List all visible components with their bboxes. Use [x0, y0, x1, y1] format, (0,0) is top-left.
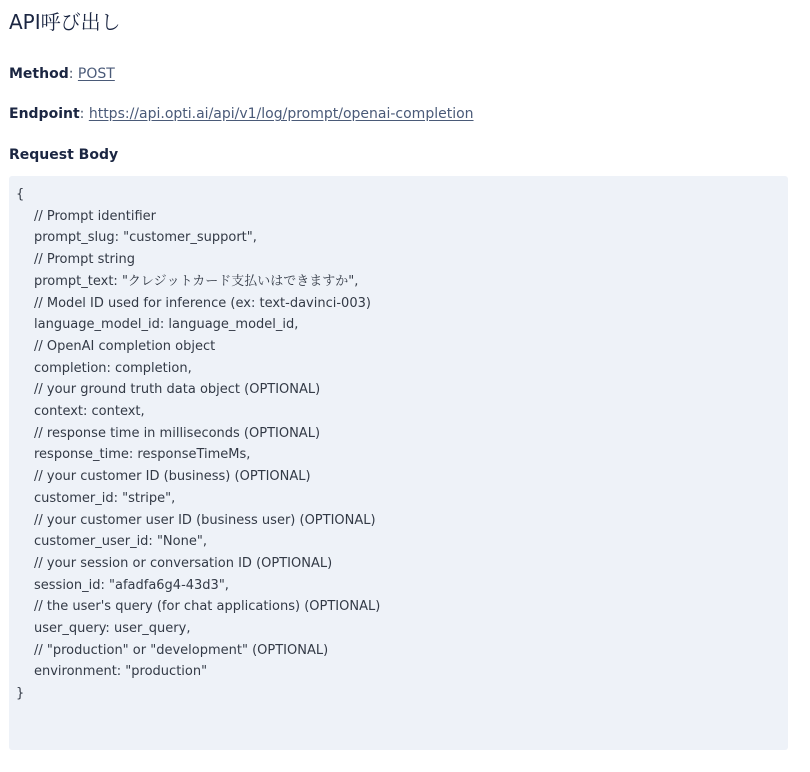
code-line: // "production" or "development" (OPTIONAL) [34, 642, 329, 658]
method-row [9, 66, 115, 82]
endpoint-separator: : [79, 106, 85, 122]
page-title: API呼び出し [9, 10, 121, 34]
code-line: // OpenAI completion object [34, 338, 216, 354]
request-body-code-block [9, 176, 788, 750]
code-line: // the user's query (for chat applications) (OPTIONAL) [34, 599, 381, 615]
endpoint-row [9, 106, 474, 122]
code-line: completion: completion, [34, 360, 192, 376]
code-line: // your customer ID (business) (OPTIONAL) [34, 469, 311, 485]
code-line: // Model ID used for inference (ex: text-davinci-003) [34, 295, 371, 311]
code-content [16, 184, 788, 705]
code-line: // your customer user ID (business user) (OPTIONAL) [34, 512, 376, 528]
code-line: context: context, [34, 404, 145, 420]
request-body-label: Request Body [9, 147, 119, 163]
code-line: // Prompt string [34, 252, 135, 268]
method-separator: : [68, 66, 74, 82]
code-line: // your session or conversation ID (OPTIONAL) [34, 555, 333, 571]
code-line: customer_user_id: "None", [34, 534, 207, 550]
code-line: prompt_text: "クレジットカード支払いはできますか", [34, 273, 359, 289]
endpoint-label: Endpoint [9, 106, 80, 122]
code-line: environment: "production" [34, 664, 208, 680]
code-line: customer_id: "stripe", [34, 490, 176, 506]
method-value-link[interactable]: POST [77, 66, 115, 82]
code-line: prompt_slug: "customer_support", [34, 230, 257, 246]
code-line: response_time: responseTimeMs, [34, 447, 251, 463]
method-label: Method [9, 66, 69, 82]
code-line: user_query: user_query, [34, 621, 191, 637]
code-open-brace: { [16, 187, 25, 202]
code-line: // Prompt identifier [34, 208, 157, 224]
code-line: // response time in milliseconds (OPTIONAL) [34, 425, 321, 441]
code-close-brace: } [16, 686, 25, 702]
code-line: language_model_id: language_model_id, [34, 317, 299, 333]
endpoint-url-link[interactable]: https://api.opti.ai/api/v1/log/prompt/openai-completion [88, 106, 474, 122]
code-line: session_id: "afadfa6g4-43d3", [34, 577, 229, 593]
code-line: // your ground truth data object (OPTIONAL) [34, 382, 321, 398]
